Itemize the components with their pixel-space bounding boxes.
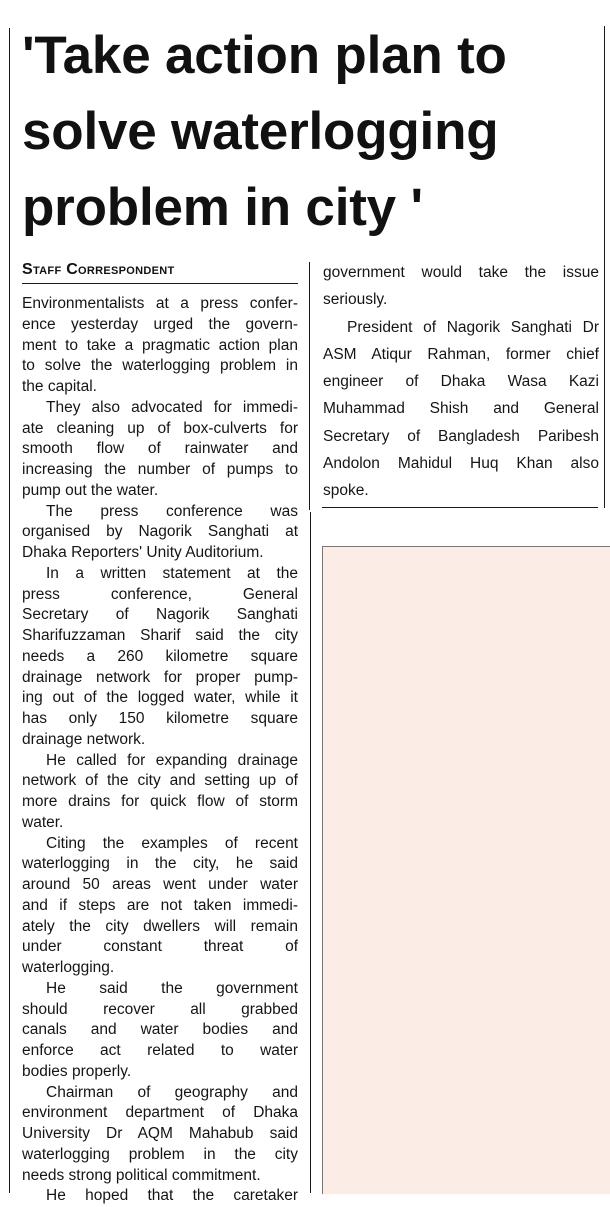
text-line: to solve the waterlogging problem in — [22, 357, 298, 375]
text-line: under constant threat of — [22, 938, 298, 956]
text-line: water. — [22, 813, 64, 831]
text-line: spoke. — [323, 482, 369, 500]
text-line: Secretary of Nagorik Sanghati — [22, 606, 298, 624]
byline: Staff Correspondent — [22, 261, 175, 278]
text-line: The press conference was — [46, 502, 298, 520]
byline-underline-rule — [22, 283, 298, 284]
text-line: waterlogging. — [22, 959, 115, 976]
text-line: President of Nagorik Sanghati Dr — [347, 318, 599, 336]
text-line: Chairman of geography and — [46, 1083, 298, 1101]
text-line: drainage network. — [22, 730, 146, 748]
text-line: Secretary of Bangladesh Paribesh — [323, 427, 599, 445]
text-line: Andolon Mahidul Huq Khan also — [323, 455, 599, 473]
text-line: government would take the issue — [323, 264, 599, 281]
text-line: needs strong political commitment. — [22, 1166, 261, 1184]
text-line: Environmentalists at a press confer- — [22, 295, 298, 312]
text-line: In a written statement at the — [46, 564, 298, 582]
column-divider-top-rule — [309, 262, 310, 510]
text-line: needs a 260 kilometre square — [22, 647, 298, 665]
text-line: bodies properly. — [22, 1062, 132, 1080]
text-line: around 50 areas went under water — [22, 876, 298, 893]
text-line: He hoped that the caretaker — [46, 1187, 298, 1205]
text-line: increasing the number of pumps to — [22, 461, 298, 478]
text-line: They also advocated for immedi- — [46, 398, 298, 416]
blank-ad-area — [322, 546, 610, 1194]
text-line: has only 150 kilometre square — [22, 710, 298, 727]
left-margin-rule — [9, 28, 10, 1193]
article-column-1 — [22, 294, 298, 1207]
column-end-rule — [322, 507, 598, 508]
text-line: environment department of Dhaka — [22, 1104, 298, 1122]
text-line: the capital. — [22, 378, 97, 395]
text-line: He called for expanding drainage — [46, 751, 298, 769]
text-line: seriously. — [323, 291, 388, 309]
headline-line: solve waterlogging — [22, 102, 499, 161]
text-line: pump out the water. — [22, 481, 159, 499]
text-line: drainage network for proper pump- — [22, 668, 298, 686]
text-line: canals and water bodies and — [22, 1021, 298, 1039]
text-line: ment to take a pragmatic action plan — [22, 336, 298, 354]
text-line: ence yesterday urged the govern- — [22, 315, 298, 333]
text-line: University Dr AQM Mahabub said — [22, 1125, 298, 1142]
text-line: engineer of Dhaka Wasa Kazi — [323, 373, 599, 391]
text-line: more drains for quick flow of storm — [22, 793, 298, 810]
headline-line: 'Take action plan to — [22, 26, 507, 85]
text-line: ing out of the logged water, while it — [22, 689, 298, 707]
text-line: ate cleaning up of box-culverts for — [22, 419, 298, 437]
text-line: Muhammad Shish and General — [323, 400, 599, 418]
text-line: network of the city and setting up of — [22, 772, 298, 790]
text-line: waterlogging problem in the city — [22, 1145, 298, 1163]
text-line: Citing the examples of recent — [46, 834, 298, 852]
text-line: waterlogging in the city, he said — [22, 855, 298, 873]
text-line: Dhaka Reporters' Unity Auditorium. — [22, 544, 264, 561]
text-line: enforce act related to water — [22, 1042, 298, 1059]
text-line: Sharifuzzaman Sharif said the city — [22, 627, 298, 644]
text-line: ASM Atiqur Rahman, former chief — [323, 345, 599, 363]
article-column-2 — [323, 259, 599, 505]
headline-line: problem in city ' — [22, 178, 423, 237]
text-line: press conference, General — [22, 585, 298, 603]
text-line: should recover all grabbed — [22, 1000, 298, 1018]
text-line: organised by Nagorik Sanghati at — [22, 523, 298, 541]
text-line: ately the city dwellers will remain — [22, 917, 298, 935]
headline — [22, 18, 607, 246]
column-divider-bottom-rule — [310, 512, 311, 1193]
text-line: smooth flow of rainwater and — [22, 440, 298, 458]
text-line: and if steps are not taken immedi- — [22, 896, 298, 914]
text-line: He said the government — [46, 979, 298, 997]
